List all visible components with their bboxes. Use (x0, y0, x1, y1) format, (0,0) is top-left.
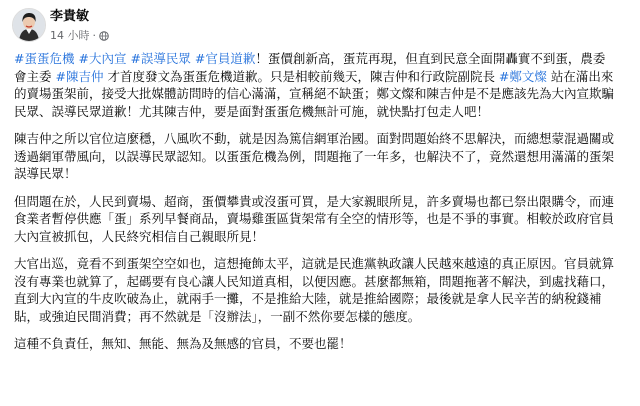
post-paragraph (14, 335, 614, 353)
globe-icon (99, 31, 109, 41)
author-name[interactable]: 李貴敏 (50, 9, 90, 24)
post-text: 但問題在於，人民到賣場、超商，蛋價攀貴或沒蛋可買，是大家親眼所見，許多賣場也都已祭出限購令，而連食業者暫停供應「蛋」系列早餐商品，賣場雞蛋區貨架常有全空的情形等，也是不爭的事實。相較於政府官員大內宣被抓包，人民終究相信自己親眼所見！ (14, 193, 615, 244)
post-paragraph (14, 193, 614, 246)
post-paragraph (14, 50, 614, 120)
post-text: 這種不負責任，無知、無能、無為及無感的官員，不要也罷！ (14, 336, 352, 351)
post-paragraph (14, 255, 614, 325)
meta-separator: · (92, 29, 96, 42)
post-text: 站在滿出來的賣場蛋架前，接受大批媒體訪問時的信心滿滿，宣稱絕不缺蛋；鄭文燦和陳吉仲是不是應該先為大內宣欺騙民眾、誤導民眾道歉！尤其陳吉仲，要是面對蛋蛋危機無計可施，就快點打包走人吧！ (14, 68, 615, 119)
post-text: ！蛋價創新高，蛋荒再現，但直到民意全面開轟實不到蛋，農委會主委 (14, 51, 606, 84)
post-text: 大官出巡，竟看不到蛋架空空如也，這想掩飾太平，這就是民進黨執政讓人民越來越遠的真正原因。官員就算沒有專業也就算了，起碼要有良心讓人民知道真相，以便因應。甚麼都無箱，問題拖著不解決，到處找藉口，直到大內宣的牛皮吹破為止，就兩手一攤，不是推給大陸，就是推給國際；最後就是拿人民辛苦的納稅錢補貼，或強迫民間消費；再不然就是「沒辦法」，一副不然你要怎樣的態度。 (14, 256, 615, 324)
profile-photo (13, 9, 45, 41)
hashtag-link[interactable]: #大內宣 (78, 51, 127, 66)
hashtag-link[interactable]: #鄭文燦 (498, 68, 547, 84)
post-paragraph (14, 130, 614, 183)
post-text: 才首度發文為蛋蛋危機道歉。只是相較前幾天，陳吉仲和行政院副院長 (103, 68, 499, 84)
avatar[interactable] (12, 8, 46, 42)
hashtag-link[interactable]: #陳吉仲 (55, 68, 104, 84)
hashtag-link[interactable]: #誤導民眾 (130, 51, 191, 66)
hashtag-link[interactable]: #官員道歉 (194, 51, 256, 66)
post-timestamp[interactable]: 14 小時 (50, 29, 90, 42)
post-text: 陳吉仲之所以官位這麼穩，八風吹不動，就是因為篤信網軍治國。面對問題始終不思解決，而總想蒙混過關或透過網軍帶風向，以誤導民眾認知。以蛋蛋危機為例，問題拖了一年多，也解決不了，竟然還想用滿滿的蛋架誤導民眾！ (14, 131, 615, 181)
hashtag-link[interactable]: #蛋蛋危機 (14, 51, 75, 66)
post-meta (50, 29, 109, 43)
post-body (14, 50, 614, 363)
